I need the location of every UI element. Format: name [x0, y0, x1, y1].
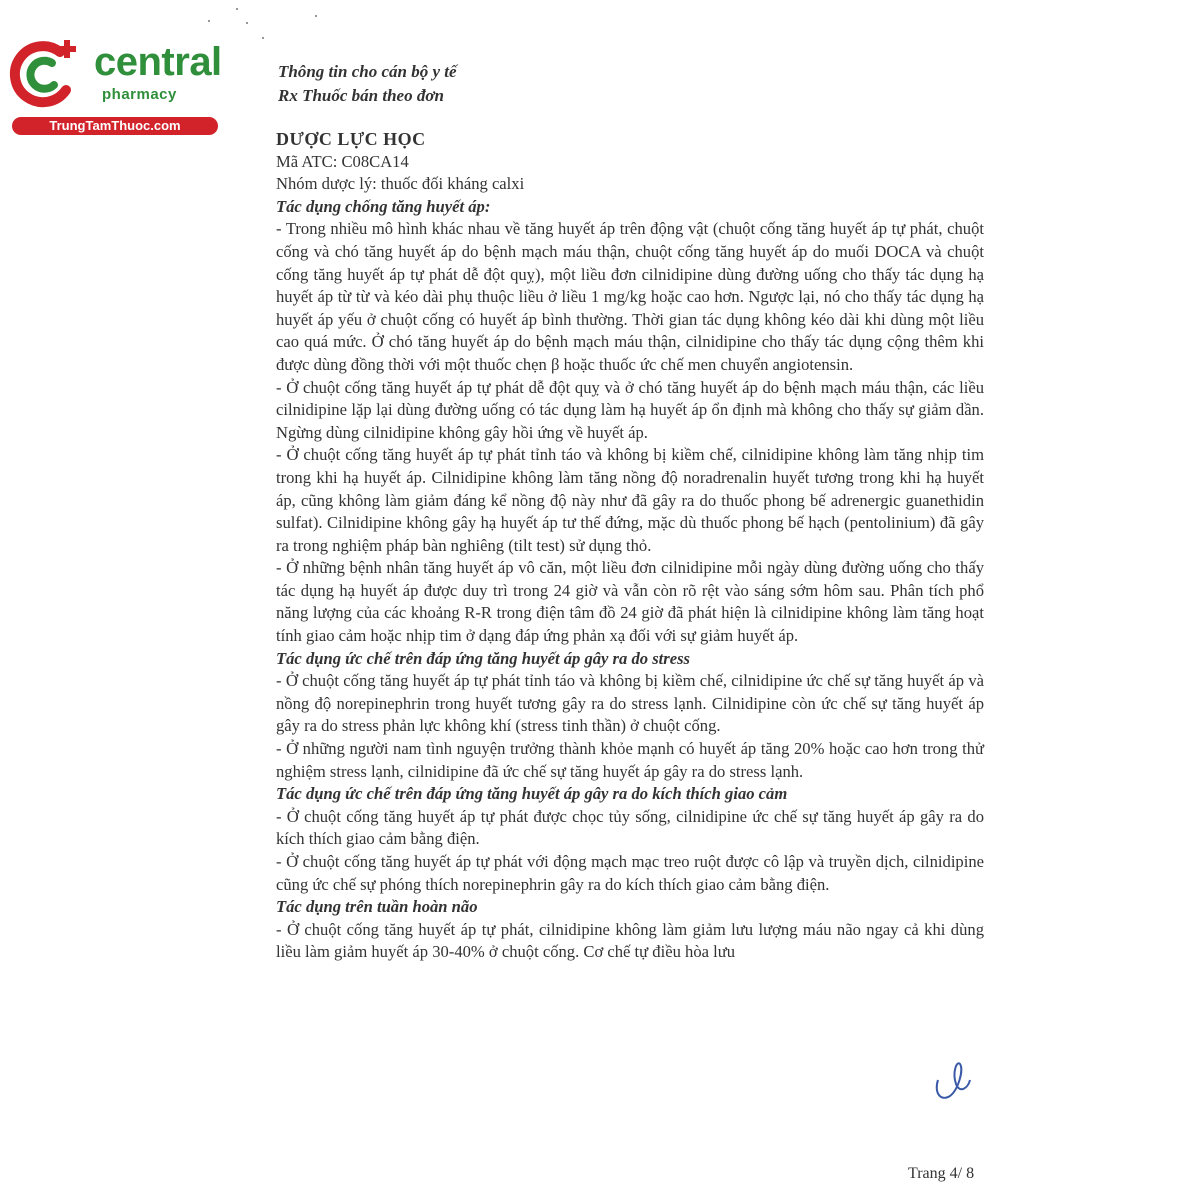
central-pharmacy-logo — [8, 36, 228, 136]
paragraph: - Ở chuột cống tăng huyết áp tự phát được chọc tủy sống, cilnidipine ức chế sự tăng huyết áp gây ra do kích thích giao cảm bằng điện. — [276, 806, 984, 849]
page-number: Trang 4/ 8 — [908, 1165, 975, 1182]
subheading: Tác dụng chống tăng huyết áp: — [276, 196, 491, 216]
subheading: Tác dụng ức chế trên đáp ứng tăng huyết áp gây ra do kích thích giao cảm — [276, 784, 788, 804]
atc-code: Mã ATC: C08CA14 — [276, 151, 409, 171]
paragraph: - Trong nhiều mô hình khác nhau về tăng huyết áp trên động vật (chuột cống tăng huyết áp tự phát, chuột cống và chó tăng huyết áp do bệnh mạch máu thận, chuột cống tăng huyết áp do muối DOCA và chuột cống tăng huyết áp tự phát dễ đột quỵ), một liều đơn cilnidipine dùng đường uống cho thấy tác dụng hạ huyết áp từ từ và kéo dài phụ thuộc liều ở liều 1 mg/kg hoặc cao hơn. Ngược lại, nó cho thấy tác dụng hạ huyết áp yếu ở chuột cống có huyết áp bình thường. Thời gian tác dụng không kéo dài khi dùng một liều cao quá mức. Ở chó tăng huyết áp do bệnh mạch máu thận, cilnidipine cho thấy tác dụng cộng thêm khi được dùng đồng thời với một thuốc chẹn β hoặc thuốc ức chế men chuyển angiotensin. — [276, 219, 984, 374]
pharmacy-cross-icon — [8, 36, 88, 112]
document-body — [276, 128, 984, 964]
logo-brand: central — [94, 40, 222, 84]
header-line-1: Thông tin cho cán bộ y tế — [278, 62, 457, 81]
paragraph: - Ở chuột cống tăng huyết áp tự phát với động mạch mạc treo ruột được cô lập và truyền dịch, cilnidipine cũng ức chế sự phóng thích norepinephrin gây ra do kích thích giao cảm bằng điện. — [276, 852, 984, 894]
section-title: DƯỢC LỰC HỌC — [276, 129, 426, 149]
paragraph: - Ở chuột cống tăng huyết áp tự phát tỉnh táo và không bị kiềm chế, cilnidipine ức chế sự tăng huyết áp và nồng độ norepinephrin trong huyết tương gây ra do stress lạnh. Cilnidipine còn ức chế sự tăng huyết áp gây ra do stress phản lực không khí (stress tinh thần) ở chuột cống. — [276, 671, 984, 736]
header-line-2: Rx Thuốc bán theo đơn — [278, 86, 444, 105]
paragraph: - Ở chuột cống tăng huyết áp tự phát dễ đột quỵ và ở chó tăng huyết áp do bệnh mạch máu thận, các liều cilnidipine lặp lại dùng đường uống có tác dụng làm hạ huyết áp ổn định mà không cho thấy sự giảm dần. Ngừng dùng cilnidipine không gây hồi ứng về huyết áp. — [276, 377, 984, 442]
subheading: Tác dụng trên tuần hoàn não — [276, 897, 478, 917]
subheading: Tác dụng ức chế trên đáp ứng tăng huyết áp gây ra do stress — [276, 648, 691, 668]
paragraph: - Ở những bệnh nhân tăng huyết áp vô căn, một liều đơn cilnidipine mỗi ngày dùng đường uống cho thấy tác dụng hạ huyết áp được duy trì trong 24 giờ và vẫn còn rõ rệt vào sáng sớm hôm sau. Phân tích phổ năng lượng của các khoảng R-R trong điện tâm đồ 24 giờ đã phát hiện là cilnidipine không làm tăng hoạt tính giao cảm hoặc nhịp tim ở dạng đáp ứng phản xạ đối với sự giảm huyết áp. — [276, 558, 984, 646]
handwritten-mark — [930, 1058, 990, 1108]
document-header — [278, 60, 457, 108]
logo-website: TrungTamThuoc.com — [12, 117, 218, 135]
pharmacologic-group: Nhóm dược lý: thuốc đối kháng calxi — [276, 174, 525, 194]
paragraph: - Ở chuột cống tăng huyết áp tự phát, cilnidipine không làm giảm lưu lượng máu não ngay cả khi dùng liều làm giảm huyết áp 30-40% ở chuột cống. Cơ chế tự điều hòa lưu — [276, 919, 984, 962]
paragraph: - Ở chuột cống tăng huyết áp tự phát tỉnh táo và không bị kiềm chế, cilnidipine không làm tăng nhịp tim trong khi hạ huyết áp. Cilnidipine không làm tăng nồng độ noradrenalin huyết tương trong khi hạ huyết áp, cũng không làm giảm đáng kể nồng độ này như đã gây ra do thuốc phong bế adrenergic guanethidin sulfat). Cilnidipine không gây hạ huyết áp tư thế đứng, mặc dù thuốc phong bế hạch (pentolinium) đã gây ra trong nghiệm pháp bàn nghiêng (tilt test) sử dụng thỏ. — [276, 445, 984, 555]
logo-subtitle: pharmacy — [102, 86, 177, 103]
paragraph: - Ở những người nam tình nguyện trưởng thành khỏe mạnh có huyết áp tăng 20% hoặc cao hơn trong thử nghiệm stress lạnh, cilnidipine đã ức chế sự tăng huyết áp gây ra do stress lạnh. — [276, 739, 984, 781]
